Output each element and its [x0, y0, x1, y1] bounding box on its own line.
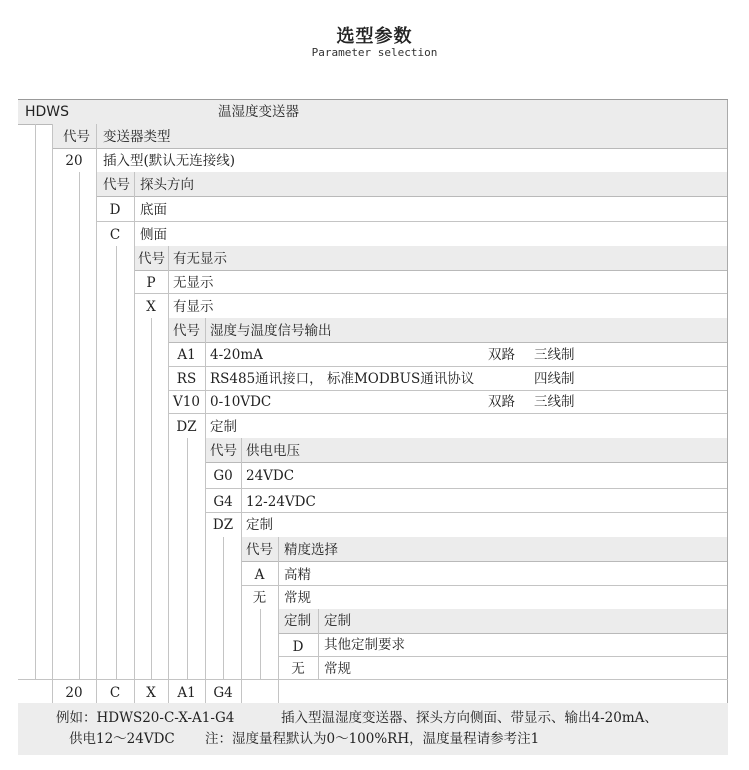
sec4-title: 湿度与温度信号输出: [210, 323, 332, 339]
sec4-code-v10: V10: [173, 394, 200, 410]
sec2-title: 探头方向: [140, 177, 194, 193]
sec5-code-g4: G4: [213, 494, 233, 510]
example-code-probe: C: [109, 685, 121, 701]
sec1-code: 20: [65, 153, 83, 169]
divider: [96, 679, 97, 703]
sec2-desc-c: 侧面: [140, 227, 167, 243]
tree-line: [241, 537, 242, 679]
sec6-code-label: 代号: [246, 542, 273, 558]
divider: [278, 561, 279, 609]
example-code-output: A1: [177, 685, 196, 701]
sec7-desc-none: 常规: [324, 661, 351, 677]
tree-line: [260, 609, 261, 679]
divider: [205, 318, 206, 342]
divider: [278, 679, 279, 703]
divider: [318, 609, 319, 633]
sec4-desc-a1: 4-20mA: [210, 347, 263, 363]
sec7-desc-d: 其他定制要求: [324, 637, 405, 653]
tree-line: [278, 609, 279, 679]
sec4-code-a1: A1: [177, 347, 196, 363]
sec3-desc-x: 有显示: [173, 299, 214, 315]
sec4-desc-rs: RS485通讯接口， 标准MODBUS通讯协议: [210, 371, 475, 387]
sec6-desc-a: 高精: [284, 567, 311, 583]
sec4-wire-rs: 四线制: [534, 371, 575, 387]
sec6-code-none: 无: [252, 590, 267, 606]
divider: [241, 438, 242, 462]
divider: [96, 148, 97, 172]
row-line: [168, 390, 728, 391]
sec1-code-label: 代号: [63, 129, 90, 145]
sec2-code-c: C: [109, 227, 121, 243]
example-code-display: X: [146, 685, 156, 701]
example-line2a: 供电12～24VDC: [69, 731, 175, 747]
sec2-code-d: D: [109, 202, 121, 218]
sec6-code-a: A: [254, 567, 265, 583]
table-right-border: [727, 100, 728, 755]
tree-line: [116, 246, 117, 679]
tree-line: [223, 537, 224, 679]
divider: [134, 172, 135, 196]
divider: [241, 462, 242, 537]
sec4-wire-a1: 三线制: [534, 347, 575, 363]
example-line2b: 注：湿度量程默认为0～100%RH，温度量程请参考注1: [205, 731, 540, 747]
tree-line: [52, 124, 53, 679]
row-line: [96, 221, 728, 222]
product-name: 温湿度变送器: [218, 104, 299, 120]
sec5-title: 供电电压: [246, 443, 300, 459]
divider: [318, 633, 319, 679]
sec4-code-rs: RS: [176, 371, 197, 387]
sec2-code-label: 代号: [103, 177, 130, 193]
sec4-ch-v10: 双路: [488, 394, 515, 410]
sec6-title: 精度选择: [284, 542, 338, 558]
row-line: [168, 413, 728, 414]
divider: [278, 537, 279, 561]
example-code-type: 20: [65, 685, 83, 701]
tree-line: [96, 172, 97, 679]
tree-line: [35, 124, 36, 679]
sec4-code-label: 代号: [173, 323, 200, 339]
sec4-wire-v10: 三线制: [534, 394, 575, 410]
divider: [96, 124, 97, 148]
sec2-desc-d: 底面: [140, 202, 167, 218]
sec5-desc-dz: 定制: [246, 517, 273, 533]
sec3-code-label: 代号: [138, 251, 165, 267]
row-line: [18, 679, 728, 680]
sec5-desc-g0: 24VDC: [246, 468, 295, 484]
sec7-code-d: D: [292, 639, 304, 655]
tree-line: [134, 246, 135, 679]
sec1-desc: 插入型(默认无连接线): [103, 153, 236, 169]
sec3-desc-p: 无显示: [173, 275, 214, 291]
sec4-code-dz: DZ: [176, 419, 197, 435]
example-code-power: G4: [213, 685, 233, 701]
row-line: [205, 488, 728, 489]
sec4-desc-dz: 定制: [210, 419, 237, 435]
divider: [168, 246, 169, 270]
tree-line: [79, 172, 80, 679]
example-line1b: 插入型温湿度变送器、探头方向侧面、带显示、输出4-20mA、: [281, 710, 658, 726]
tree-line: [205, 438, 206, 679]
divider: [205, 679, 206, 703]
row-line: [205, 512, 728, 513]
page-subtitle: Parameter selection: [311, 46, 438, 59]
example-line1a: 例如：HDWS20-C-X-A1-G4: [56, 710, 235, 726]
row-line: [278, 656, 728, 657]
divider: [134, 679, 135, 703]
divider: [168, 270, 169, 318]
sec3-code-x: X: [146, 299, 156, 315]
sec1-title: 变送器类型: [103, 129, 171, 145]
divider: [205, 342, 206, 438]
row-line: [134, 293, 728, 294]
divider: [168, 679, 169, 703]
sec5-desc-g4: 12-24VDC: [246, 494, 316, 510]
sec4-desc-v10: 0-10VDC: [210, 394, 272, 410]
model-code: HDWS: [25, 104, 70, 120]
sec5-code-g0: G0: [213, 468, 233, 484]
tree-line: [151, 318, 152, 679]
sec4-ch-a1: 双路: [488, 347, 515, 363]
sec7-code-none: 无: [291, 661, 305, 677]
divider: [52, 679, 53, 703]
header-band: [18, 100, 728, 125]
sec5-code-dz: DZ: [212, 517, 234, 533]
sec7-title: 定制: [324, 613, 351, 629]
sec3-code-p: P: [146, 275, 156, 291]
row-line: [241, 585, 728, 586]
sec3-title: 有无显示: [173, 251, 227, 267]
tree-line: [187, 438, 188, 679]
tree-line: [168, 318, 169, 679]
divider: [134, 196, 135, 246]
sec6-desc-none: 常规: [284, 590, 311, 606]
row-line: [168, 366, 728, 367]
sec5-code-label: 代号: [210, 443, 237, 459]
page-title: 选型参数: [336, 26, 413, 47]
sec7-code-label: 定制: [284, 613, 311, 629]
divider: [241, 679, 242, 703]
